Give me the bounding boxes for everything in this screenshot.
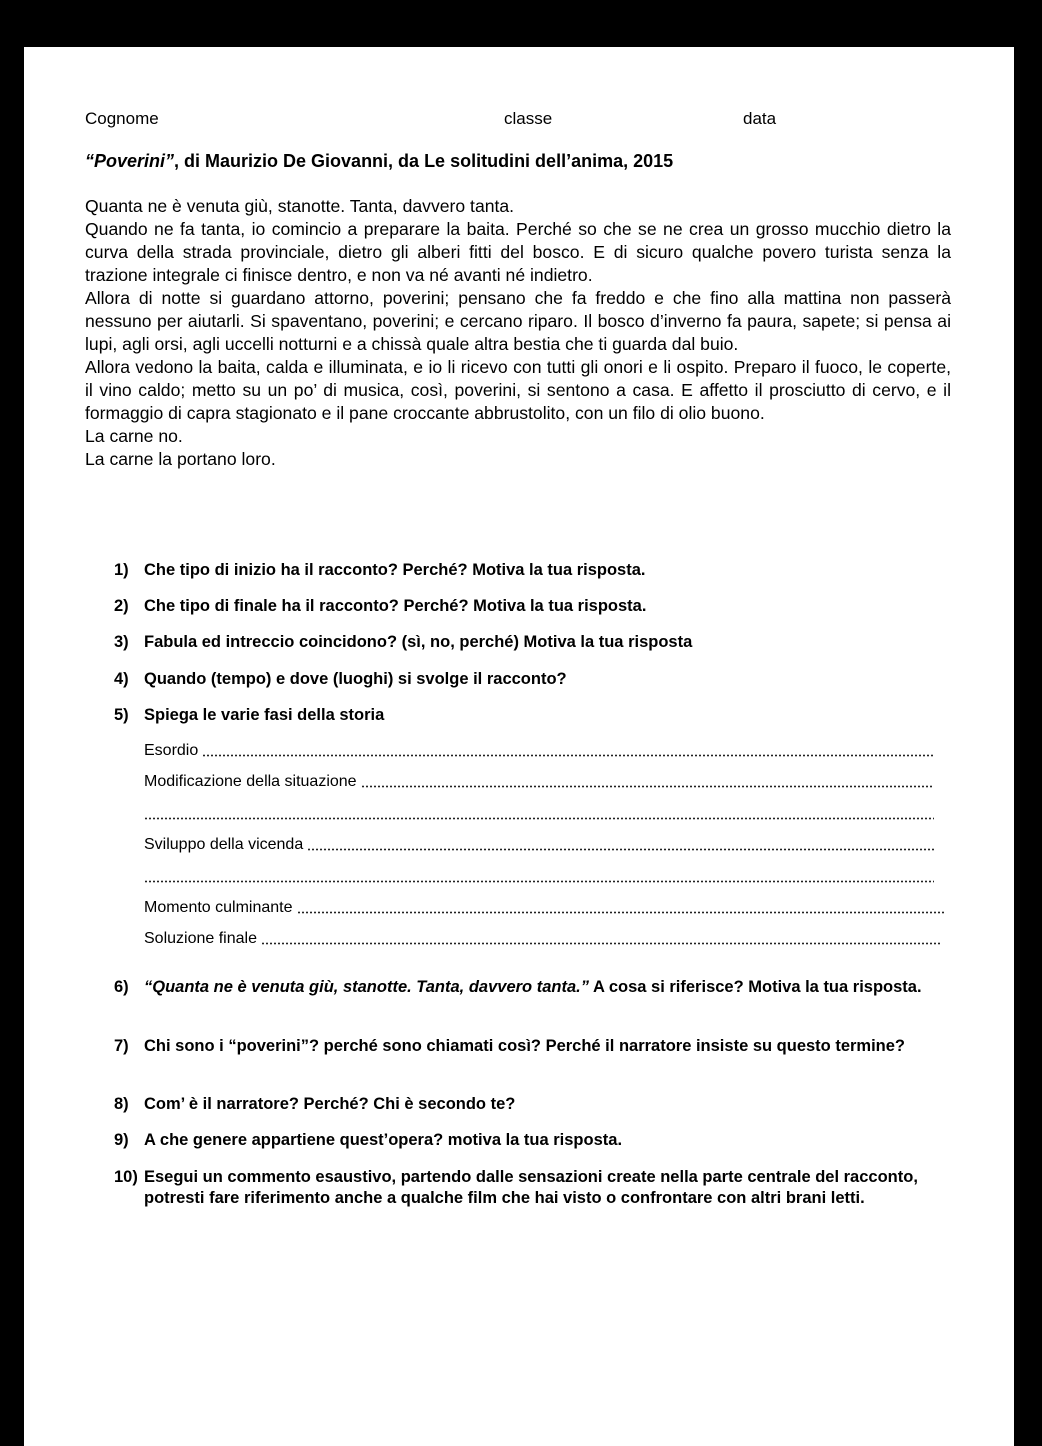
soluzione-line[interactable] — [144, 928, 941, 948]
cognome-label: Cognome — [85, 109, 159, 128]
question-quote: “Quanta ne è venuta giù, stanotte. Tanta, davvero tanta.” — [144, 978, 589, 996]
question-number: 1) — [114, 561, 129, 579]
question-text: A che genere appartiene quest’opera? motiva la tua risposta. — [144, 1131, 623, 1149]
question-4 — [114, 669, 954, 690]
question-text: Spiega le varie fasi della storia — [144, 706, 385, 724]
story-paragraph: Allora di notte si guardano attorno, poverini; pensano che fa freddo e che fino alla mattina non passerà nessuno per aiutarli. Si spaventano, poverini; e cercano riparo. Il bosco d’inverno fa paura, sapete; si pensa ai lupi, agli orsi, agli uccelli notturni e a chissà quale altra bestia che ti guarda dal buio. — [85, 288, 951, 354]
question-number: 9) — [114, 1131, 129, 1149]
question-6 — [114, 977, 954, 998]
story-paragraph: Allora vedono la baita, calda e illuminata, e io li ricevo con tutti gli onori e li ospito. Preparo il fuoco, le coperte, il vino caldo; metto su un po’ di musica, così, poverini, si sentono a casa. E affetto il prosciutto di cervo, e il formaggio di capra stagionato e il pane croccante abbrustolito, con un filo di olio buono. — [85, 357, 951, 423]
story-paragraph: La carne no. — [85, 426, 183, 446]
dotted-answer-line[interactable] — [261, 942, 941, 945]
question-text: Che tipo di finale ha il racconto? Perché? Motiva la tua risposta. — [144, 597, 647, 615]
soluzione-label: Soluzione finale — [144, 930, 257, 947]
dotted-answer-line[interactable] — [202, 754, 934, 757]
page-title — [85, 151, 673, 172]
question-number: 2) — [114, 597, 129, 615]
story-paragraph: Quanta ne è venuta giù, stanotte. Tanta, davvero tanta. — [85, 196, 515, 216]
extra-answer-line[interactable] — [144, 803, 934, 823]
esordio-label: Esordio — [144, 742, 199, 759]
classe-label: classe — [504, 109, 553, 128]
worksheet-page — [24, 47, 1014, 1446]
question-8 — [114, 1094, 954, 1115]
question-number: 8) — [114, 1095, 129, 1113]
question-number: 10) — [114, 1168, 138, 1186]
dotted-answer-line[interactable] — [144, 817, 934, 820]
question-7 — [114, 1036, 954, 1057]
question-number: 5) — [114, 706, 129, 724]
question-text: Chi sono i “poverini”? perché sono chiamati così? Perché il narratore insiste su questo termine? — [144, 1037, 906, 1055]
question-text: Com’ è il narratore? Perché? Chi è secondo te? — [144, 1095, 516, 1113]
question-1 — [114, 560, 954, 581]
question-number: 6) — [114, 978, 129, 996]
dotted-answer-line[interactable] — [307, 848, 934, 851]
question-text: Quando (tempo) e dove (luoghi) si svolge il racconto? — [144, 670, 567, 688]
question-number: 3) — [114, 633, 129, 651]
extra-answer-line[interactable] — [144, 866, 934, 886]
sviluppo-line[interactable] — [144, 834, 934, 854]
question-9 — [114, 1130, 954, 1151]
modificazione-label: Modificazione della situazione — [144, 773, 357, 790]
dotted-answer-line[interactable] — [297, 911, 944, 914]
story-paragraph: Quando ne fa tanta, io comincio a preparare la baita. Perché so che se ne crea un grosso mucchio dietro la curva della strada provinciale, dietro gli alberi fitti del bosco. E di sicuro qualche povero turista senza la trazione integrale ci finisce dentro, e non va né avanti né indietro. — [85, 219, 951, 285]
question-number: 7) — [114, 1037, 129, 1055]
story-paragraph: La carne la portano loro. — [85, 449, 276, 469]
question-text: Fabula ed intreccio coincidono? (sì, no, perché) Motiva la tua risposta — [144, 633, 693, 651]
esordio-line[interactable] — [144, 740, 934, 760]
sviluppo-label: Sviluppo della vicenda — [144, 836, 304, 853]
question-text: Che tipo di inizio ha il racconto? Perché? Motiva la tua risposta. — [144, 561, 646, 579]
data-label: data — [743, 109, 777, 128]
question-text: “Quanta ne è venuta giù, stanotte. Tanta, davvero tanta.” A cosa si riferisce? Motiva la tua risposta. — [144, 978, 922, 996]
question-number: 4) — [114, 670, 129, 688]
modificazione-line[interactable] — [144, 771, 934, 791]
momento-label: Momento culminante — [144, 899, 293, 916]
question-10 — [114, 1167, 954, 1209]
title-rest: , di Maurizio De Giovanni, da Le solitudini dell’anima, 2015 — [174, 151, 674, 171]
question-2 — [114, 596, 954, 617]
story-text — [85, 195, 951, 471]
question-text: Esegui un commento esaustivo, partendo dalle sensazioni create nella parte centrale del racconto, potresti fare riferimento anche a qualche film che hai visto o confrontare con altri brani letti. — [144, 1168, 918, 1207]
dotted-answer-line[interactable] — [144, 880, 934, 883]
question-5 — [114, 705, 954, 726]
momento-line[interactable] — [144, 897, 944, 917]
title-quote: “Poverini” — [85, 151, 175, 171]
question-3 — [114, 632, 954, 653]
dotted-answer-line[interactable] — [361, 785, 934, 788]
